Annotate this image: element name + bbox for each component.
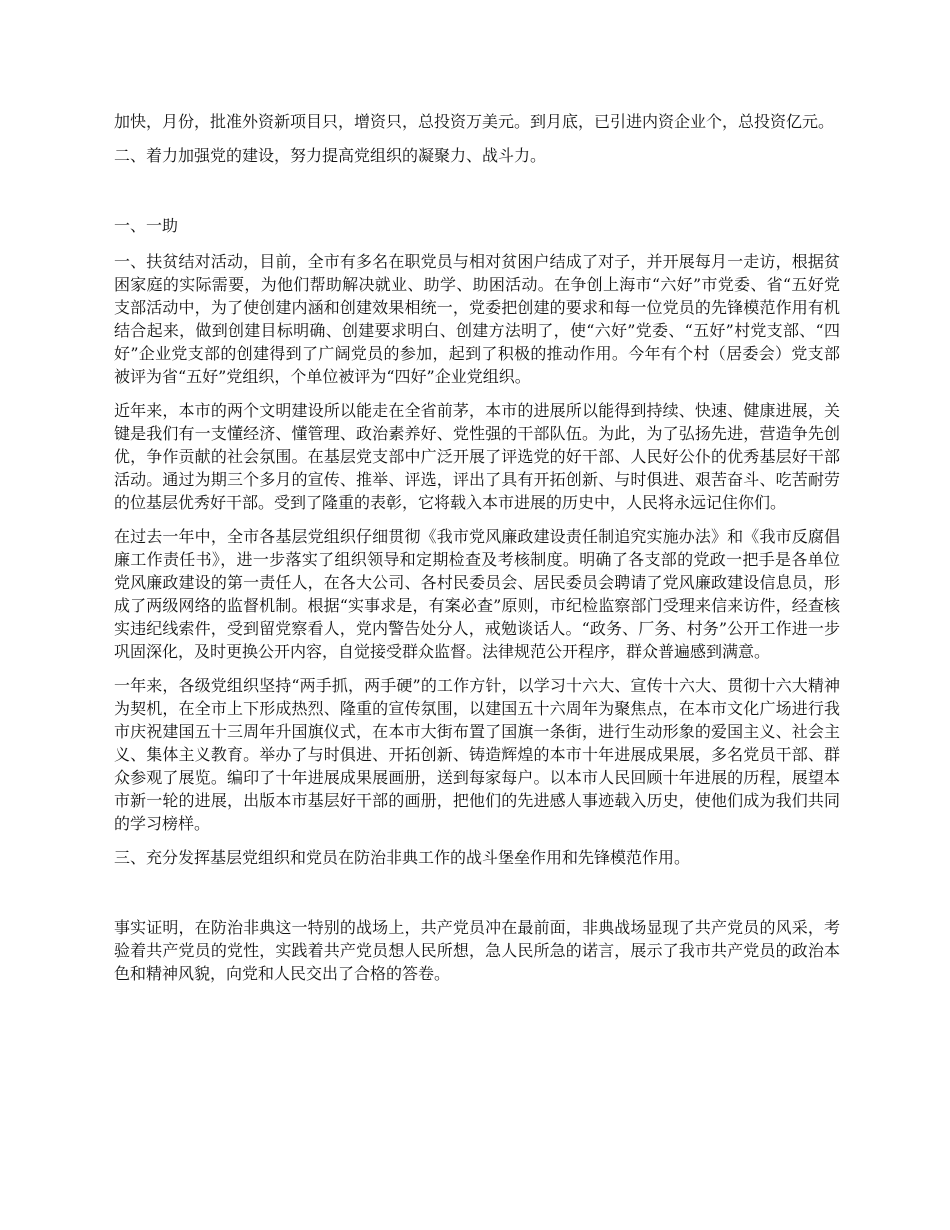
paragraph-conclusion: 事实证明，在防治非典这一特别的战场上，共产党员冲在最前面，非典战场显现了共产党员的风采，考验着共产党员的党性，实践着共产党员想人民所想，急人民所急的诺言，展示了我市共产党员的政治本色和精神风貌，向党和人民交出了合格的答卷。 bbox=[114, 918, 840, 983]
section-heading-party-building: 二、着力加强党的建设，努力提高党组织的凝聚力、战斗力。 bbox=[114, 146, 547, 165]
paragraph-propaganda: 一年来，各级党组织坚持“两手抓，两手硬”的工作方针，以学习十六大、宣传十六大、贯彻十六大精神为契机，在全市上下形成热烈、隆重的宣传氛围，以建国五十六周年为聚焦点，在本市文化广场进行我市庆祝建国五十三周年升国旗仪式，在本市大街布置了国旗一条街，进行生动形象的爱国主义、社会主义、集体主义教育。举办了与时俱进、开拓创新、铸造辉煌的本市十年进展成果展，多名党员干部、群众参观了展览。编印了十年进展成果展画册，送到每家每户。以本市人民回顾十年进展的历程，展望本市新一轮的进展，出版本市基层好干部的画册，把他们的先进感人事迹载入历史，使他们成为我们共同的学习榜样。 bbox=[114, 676, 840, 833]
subheading-one-help: 一、一助 bbox=[114, 216, 179, 235]
paragraph-cadre-team: 近年来，本市的两个文明建设所以能走在全省前茅，本市的进展所以能得到持续、快速、健康进展，关键是我们有一支懂经济、懂管理、政治素养好、党性强的干部队伍。为此，为了弘扬先进，营造争先创优，争作贡献的社会氛围。在基层党支部中广泛开展了评选党的好干部、人民好公仆的优秀基层好干部活动。通过为期三个多月的宣传、推举、评选，评出了具有开拓创新、与时俱进、艰苦奋斗、吃苦耐劳的位基层优秀好干部。受到了隆重的表彰，它将载入本市进展的历史中，人民将永远记住你们。 bbox=[114, 401, 840, 512]
document-body bbox=[114, 110, 840, 996]
paragraph-investment: 加快，月份，批准外资新项目只，增资只，总投资万美元。到月底，已引进内资企业个，总投资亿元。 bbox=[114, 112, 835, 131]
section-heading-sars-prevention: 三、充分发挥基层党组织和党员在防治非典工作的战斗堡垒作用和先锋模范作用。 bbox=[114, 848, 691, 867]
paragraph-poverty-relief: 一、扶贫结对活动，目前，全市有多名在职党员与相对贫困户结成了对子，并开展每月一走访，根据贫困家庭的实际需要，为他们帮助解决就业、助学、助困活动。在争创上海市“六好”市党委、省“五好党支部活动中，为了使创建内涵和创建效果相统一，党委把创建的要求和每一位党员的先锋模范作用有机结合起来，做到创建目标明确、创建要求明白、创建方法明了，使“六好”党委、“五好”村党支部、“四好”企业党支部的创建得到了广阔党员的参加，起到了积极的推动作用。今年有个村（居委会）党支部被评为省“五好”党组织，个单位被评为“四好”企业党组织。 bbox=[114, 252, 840, 386]
paragraph-anti-corruption: 在过去一年中，全市各基层党组织仔细贯彻《我市党风廉政建设责任制追究实施办法》和《我市反腐倡廉工作责任书》，进一步落实了组织领导和定期检查及考核制度。明确了各支部的党政一把手是各单位党风廉政建设的第一责任人，在各大公司、各村民委员会、居民委员会聘请了党风廉政建设信息员，形成了两级网络的监督机制。根据“实事求是，有案必查”原则，市纪检监察部门受理来信来访件，经查核实违纪线索件，受到留党察看人，党内警告处分人，戒勉谈话人。“政务、厂务、村务”公开工作进一步巩固深化，及时更换公开内容，自觉接受群众监督。法律规范公开程序，群众普遍感到满意。 bbox=[114, 527, 840, 661]
